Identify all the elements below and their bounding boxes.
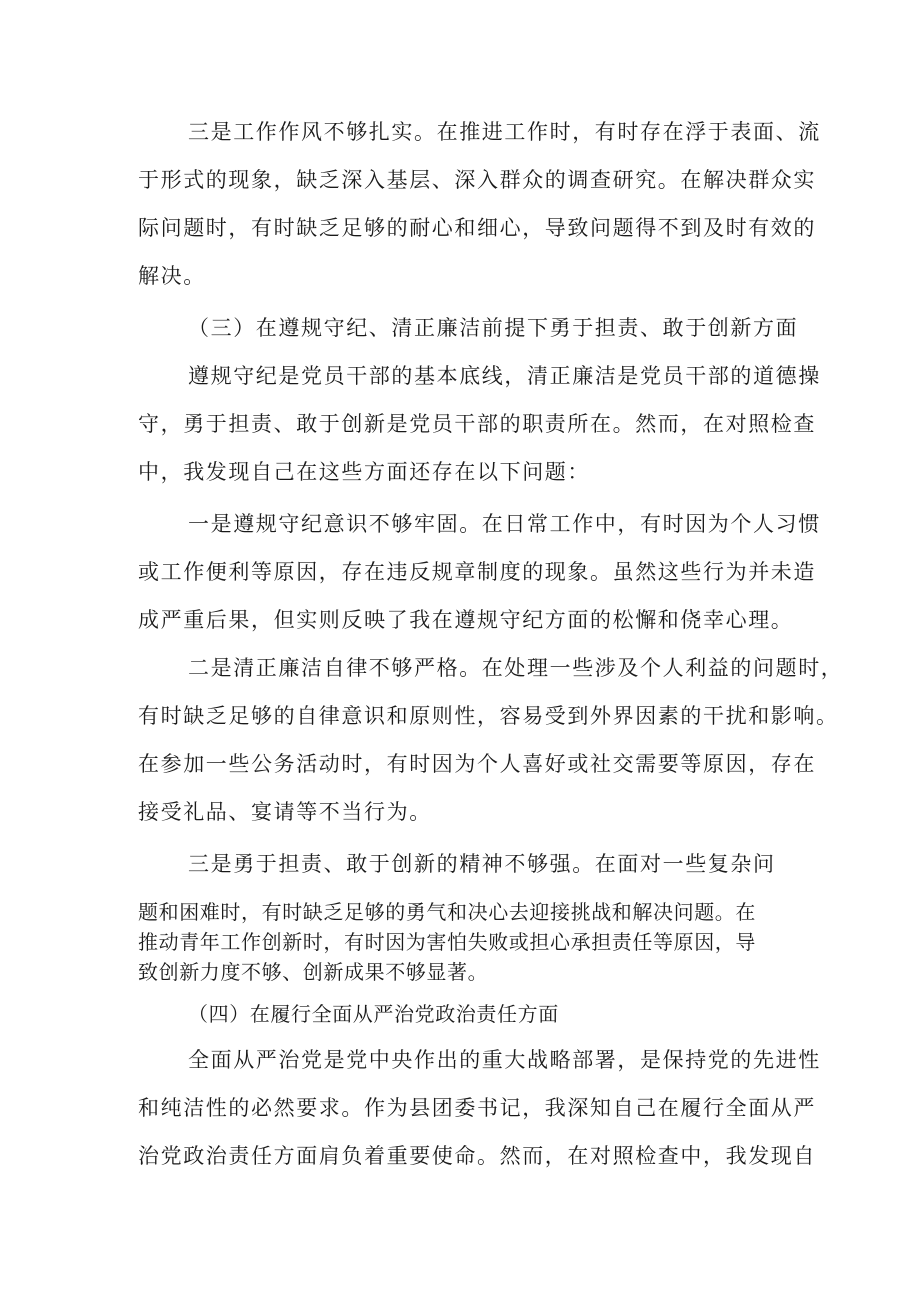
text-line: 致创新力度不够、创新成果不够显著。 [138, 960, 489, 984]
text-line: 在参加一些公务活动时，有时因为个人喜好或社交需要等原因，存在 [138, 752, 816, 776]
text-line: 三是工作作风不够扎实。在推进工作时，有时存在浮于表面、流 [188, 120, 821, 144]
text-line: 和纯洁性的必然要求。作为县团委书记，我深知自己在履行全面从严 [138, 1096, 816, 1120]
text-line: 一是遵规守纪意识不够牢固。在日常工作中，有时因为个人习惯 [188, 512, 821, 536]
text-line: 遵规守纪是党员干部的基本底线，清正廉洁是党员干部的道德操 [188, 364, 821, 388]
text-line: 接受礼品、宴请等不当行为。 [138, 800, 432, 824]
text-line: 三是勇于担责、敢于创新的精神不够强。在面对一些复杂问 [188, 852, 776, 876]
text-line: 或工作便利等原因，存在违反规章制度的现象。虽然这些行为并未造 [138, 560, 816, 584]
section-heading: （三）在遵规守纪、清正廉洁前提下勇于担责、敢于创新方面 [188, 316, 799, 340]
text-line: 推动青年工作创新时，有时因为害怕失败或担心承担责任等原因，导 [138, 930, 756, 954]
text-line: 中，我发现自己在这些方面还存在以下问题： [138, 460, 590, 484]
text-line: 成严重后果，但实则反映了我在遵规守纪方面的松懈和侥幸心理。 [138, 608, 794, 632]
text-line: 治党政治责任方面肩负着重要使命。然而，在对照检查中，我发现自 [138, 1144, 816, 1168]
text-line: 守，勇于担责、敢于创新是党员干部的职责所在。然而，在对照检查 [138, 412, 816, 436]
text-line: 于形式的现象，缺乏深入基层、深入群众的调查研究。在解决群众实 [138, 168, 816, 192]
text-line: 有时缺乏足够的自律意识和原则性，容易受到外界因素的干扰和影响。 [138, 704, 839, 728]
text-line: 全面从严治党是党中央作出的重大战略部署，是保持党的先进性 [188, 1048, 821, 1072]
text-line: 二是清正廉洁自律不够严格。在处理一些涉及个人利益的问题时， [188, 656, 844, 680]
text-line: 解决。 [138, 264, 206, 288]
text-line: 际问题时，有时缺乏足够的耐心和细心，导致问题得不到及时有效的 [138, 216, 816, 240]
text-line: 题和困难时，有时缺乏足够的勇气和决心去迎接挑战和解决问题。在 [138, 900, 756, 924]
section-heading: （四）在履行全面从严治党政治责任方面 [188, 1002, 559, 1026]
